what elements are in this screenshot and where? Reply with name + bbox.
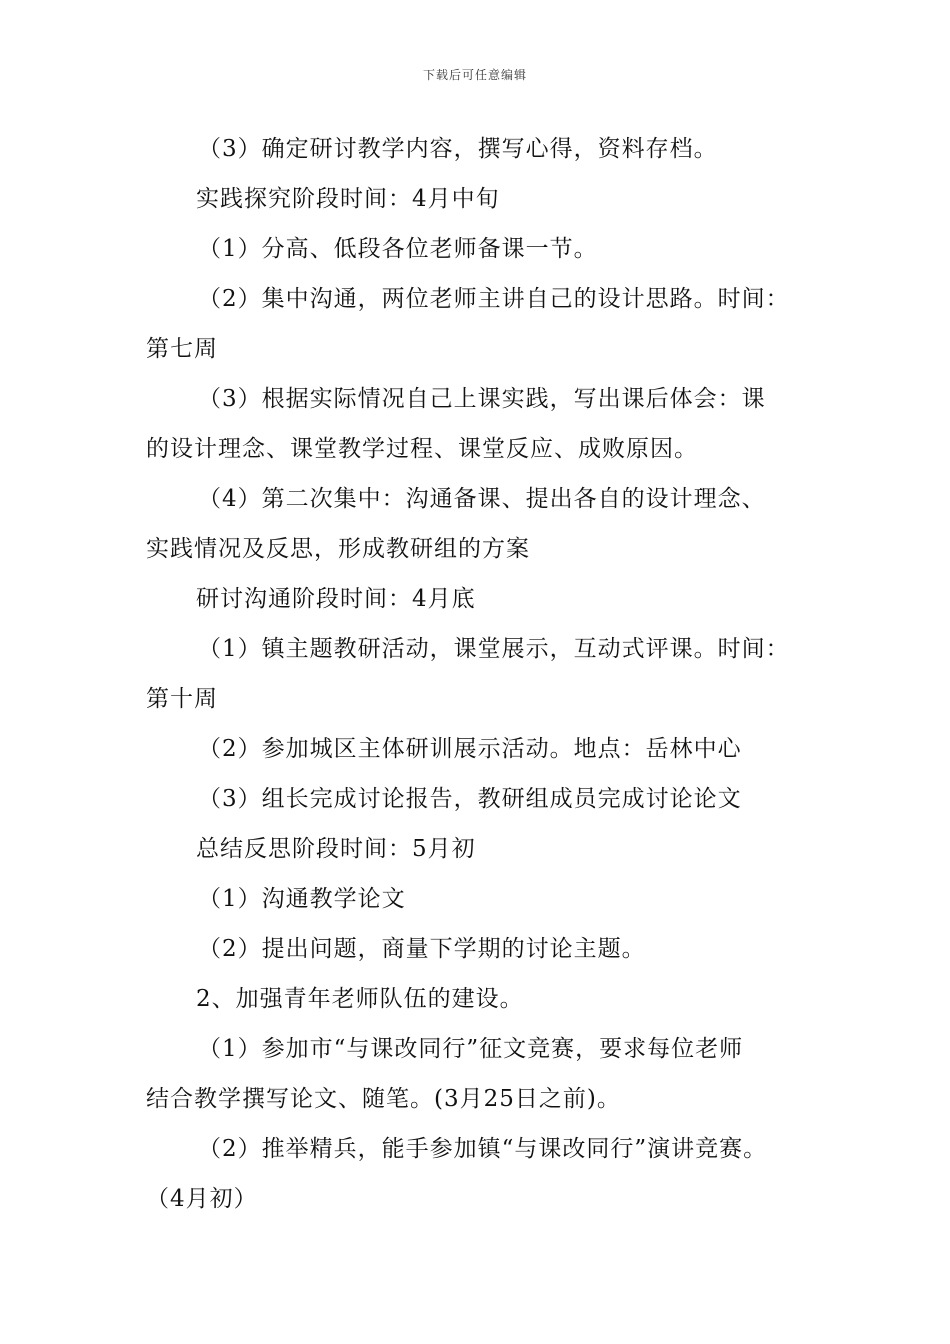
- paragraph-line: （3）根据实际情况自己上课实践，写出课后体会：课: [198, 386, 766, 412]
- paragraph-line: （2）推举精兵，能手参加镇“与课改同行”演讲竞赛。: [198, 1136, 768, 1162]
- paragraph-line: 结合教学撰写论文、随笔。(3月25日之前)。: [146, 1086, 621, 1112]
- paragraph-line: 总结反思阶段时间：5月初: [196, 836, 476, 862]
- paragraph-line: （4）第二次集中：沟通备课、提出各自的设计理念、: [198, 486, 766, 512]
- paragraph-line: （1）分高、低段各位老师备课一节。: [198, 236, 598, 262]
- paragraph-line: 第七周: [146, 336, 218, 362]
- paragraph-line: （3）确定研讨教学内容，撰写心得，资料存档。: [198, 136, 718, 162]
- paragraph-line: 的设计理念、课堂教学过程、课堂反应、成败原因。: [146, 436, 698, 462]
- paragraph-line: （2）参加城区主体研训展示活动。地点：岳林中心: [198, 736, 742, 762]
- paragraph-line: 研讨沟通阶段时间：4月底: [196, 586, 476, 612]
- paragraph-line: （2）提出问题，商量下学期的讨论主题。: [198, 936, 646, 962]
- paragraph-line: （4月初）: [146, 1186, 258, 1212]
- paragraph-line: （1）参加市“与课改同行”征文竞赛，要求每位老师: [198, 1036, 744, 1062]
- header-note: 下载后可任意编辑: [422, 68, 527, 82]
- paragraph-line: 实践情况及反思，形成教研组的方案: [146, 536, 530, 562]
- paragraph-line: 实践探究阶段时间：4月中旬: [196, 186, 500, 212]
- paragraph-line: 第十周: [146, 686, 218, 712]
- paragraph-line: （3）组长完成讨论报告，教研组成员完成讨论论文: [198, 786, 742, 812]
- paragraph-line: （1）镇主题教研活动，课堂展示，互动式评课。时间：: [198, 636, 790, 662]
- paragraph-line: （1）沟通教学论文: [198, 886, 406, 912]
- paragraph-line: （2）集中沟通，两位老师主讲自己的设计思路。时间：: [198, 286, 790, 312]
- paragraph-line: 2、加强青年老师队伍的建设。: [196, 986, 524, 1012]
